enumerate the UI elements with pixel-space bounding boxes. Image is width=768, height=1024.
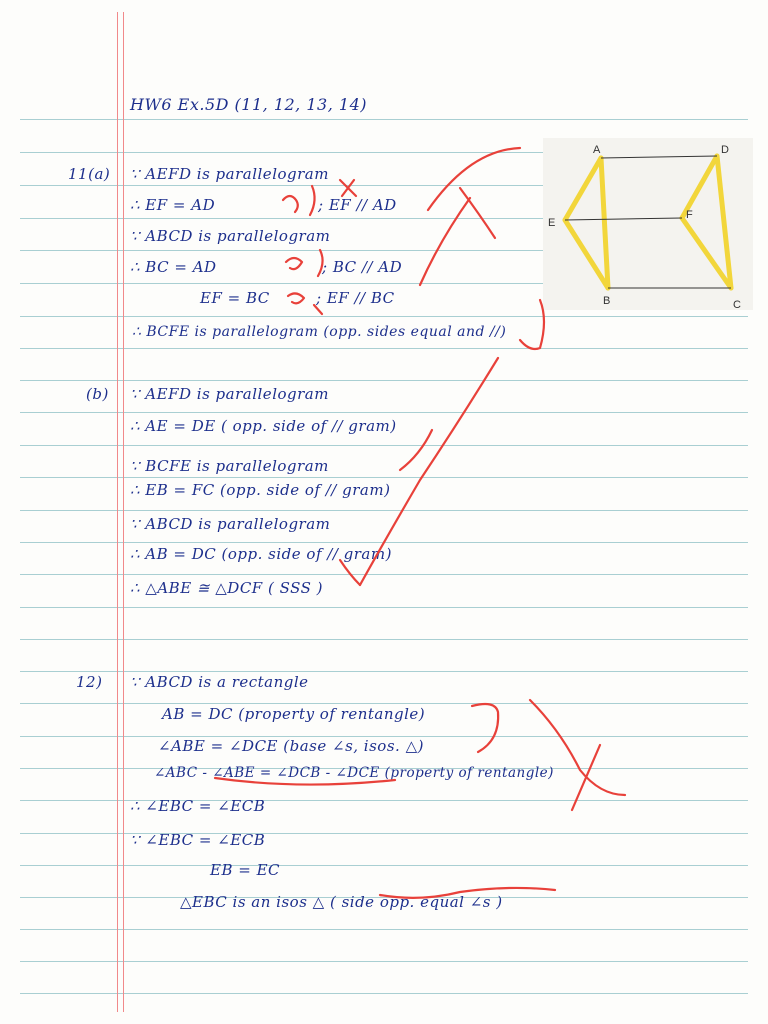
correction-squiggle [310, 186, 315, 215]
answer-line: ∴ BC = AD [130, 258, 217, 276]
answer-line: ∴ BCFE is parallelogram (opp. sides equal and //) [132, 324, 507, 340]
answer-line: ∵ ABCD is a rectangle [130, 673, 309, 691]
correction-squiggle [286, 258, 302, 269]
vertex-label-f: F [686, 209, 693, 221]
rule-line [20, 510, 748, 511]
answer-line: ∴ ∠EBC = ∠ECB [130, 797, 266, 815]
vertex-label-d: D [721, 144, 729, 156]
answer-line: ∴ EF = AD [130, 196, 216, 214]
rule-line [20, 412, 748, 413]
rule-line [20, 445, 748, 446]
correction-squiggle [283, 196, 298, 212]
cross-mark [428, 148, 520, 210]
question-label-12: 12) [76, 673, 103, 691]
answer-line: ; BC // AD [322, 258, 403, 276]
answer-line: ∠ABC - ∠ABE = ∠DCB - ∠DCE (property of rentangle) [154, 765, 554, 781]
rule-line [20, 607, 748, 608]
answer-line: ∴ AE = DE ( opp. side of // gram) [130, 417, 397, 435]
correction-bracket [472, 704, 498, 752]
answer-line: ∵ BCFE is parallelogram [130, 457, 329, 475]
answer-line: ; EF // AD [318, 196, 397, 214]
answer-line: EB = EC [210, 861, 281, 879]
margin-line [123, 12, 124, 1012]
question-label-11b: (b) [86, 385, 109, 403]
check-mark [520, 300, 544, 349]
answer-line: ∴ △ABE ≅ △DCF ( SSS ) [130, 579, 324, 597]
check-mark [400, 430, 432, 470]
rule-line [20, 865, 748, 866]
answer-line: △EBC is an isos △ ( side opp. equal ∠s ) [180, 893, 503, 911]
answer-line: ∵ AEFD is parallelogram [130, 165, 329, 183]
cross-mark [340, 180, 356, 196]
rule-line [20, 961, 748, 962]
correction-squiggle [288, 293, 304, 303]
vertex-label-b: B [603, 295, 611, 307]
cross-mark [460, 188, 495, 238]
rule-line [20, 119, 748, 120]
rule-line [20, 671, 748, 672]
rule-line [20, 380, 748, 381]
answer-line: ∵ ABCD is parallelogram [130, 515, 331, 533]
vertex-label-a: A [593, 144, 601, 156]
rule-line [20, 993, 748, 994]
answer-line: ∵ ABCD is parallelogram [130, 227, 331, 245]
rule-line [20, 542, 748, 543]
answer-line: ∵ AEFD is parallelogram [130, 385, 329, 403]
cross-mark [420, 198, 470, 285]
homework-title: HW6 Ex.5D (11, 12, 13, 14) [130, 95, 367, 114]
answer-line: ∵ ∠EBC = ∠ECB [130, 831, 266, 849]
rule-line [20, 316, 748, 317]
vertex-label-c: C [733, 299, 741, 310]
highlighted-edges [565, 156, 731, 288]
rule-line [20, 574, 748, 575]
answer-line: EF = BC [200, 289, 270, 307]
rule-line [20, 703, 748, 704]
answer-line: ∴ AB = DC (opp. side of // gram) [130, 545, 392, 563]
answer-line: ∠ABE = ∠DCE (base ∠s, isos. △) [158, 737, 424, 755]
answer-line: AB = DC (property of rentangle) [162, 705, 426, 723]
parallelogram-figure [543, 138, 753, 310]
rule-line [20, 348, 748, 349]
check-mark [340, 560, 360, 585]
answer-line: ; EF // BC [316, 289, 395, 307]
rule-line [20, 477, 748, 478]
vertex-label-e: E [548, 217, 556, 229]
rule-line [20, 639, 748, 640]
rule-line [20, 929, 748, 930]
margin-line [117, 12, 118, 1012]
figure-diagram [543, 138, 753, 310]
answer-line: ∴ EB = FC (opp. side of // gram) [130, 481, 391, 499]
question-label-11a: 11(a) [68, 165, 111, 183]
